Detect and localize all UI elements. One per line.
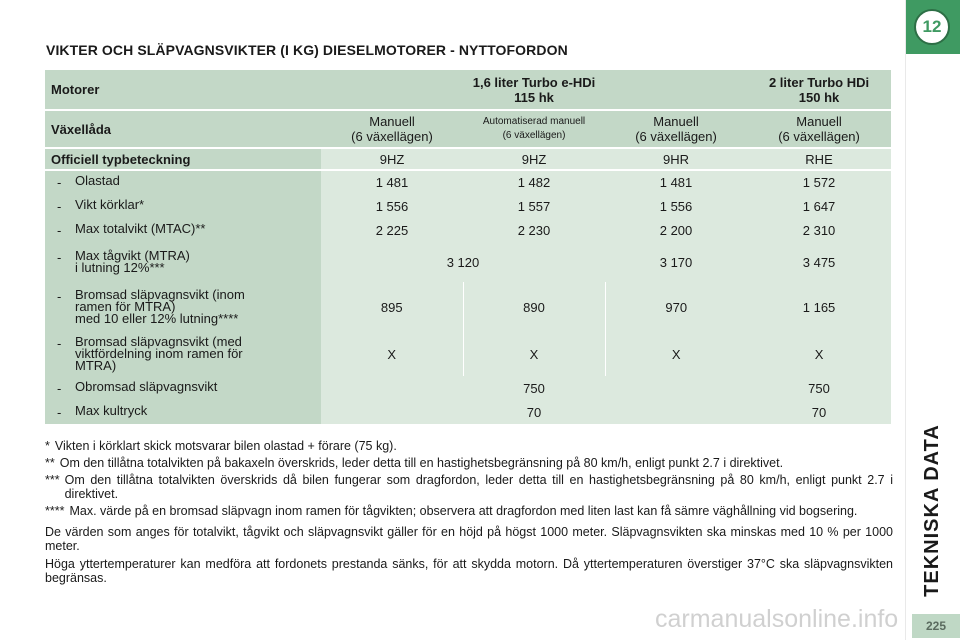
- cell-value: 70: [747, 400, 891, 424]
- table-row: [45, 332, 891, 376]
- footnotes: [45, 439, 893, 585]
- engine-1-header: [321, 70, 747, 110]
- table-row: [45, 218, 891, 242]
- cell-value: 3 170: [605, 242, 747, 282]
- page-number: 225: [912, 614, 960, 638]
- row-label-line: Bromsad släpvagnsvikt (med: [75, 334, 242, 349]
- engine-2-power: 150 hk: [798, 89, 840, 105]
- row-label-text: Max kultryck: [75, 402, 148, 418]
- row-label-line: viktfördelning inom ramen för: [75, 346, 243, 361]
- row-label: [45, 242, 321, 282]
- table-row: [45, 282, 891, 332]
- footnote-text: Vikten i körklart skick motsvarar bilen olastad + förare (75 kg).: [54, 439, 397, 453]
- engine-2-name: 2 liter Turbo HDi: [768, 74, 870, 90]
- row-dash: -: [57, 404, 62, 420]
- body-paragraph: Höga yttertemperaturer kan medföra att fordonets prestanda sänks, för att skydda motorn. Då yttertemperaturen överstiger 37°C ska släpvagnsvikten begränsas.: [45, 557, 893, 585]
- body-paragraph: De värden som anges för totalvikt, tågvikt och släpvagnsvikt gäller för en höjd på högst 1000 meter. Släpvagnsvikten ska minskas med 10 % per 1000 meter.: [45, 525, 893, 553]
- table-row: [45, 376, 891, 400]
- cell-value: 1 482: [463, 170, 605, 194]
- watermark: carmanualsonline.info: [655, 605, 899, 633]
- cell-value: 3 475: [747, 242, 891, 282]
- cell-value: 70: [321, 400, 747, 424]
- row-label-line: med 10 eller 12% lutning****: [75, 311, 239, 326]
- cell-value: 2 230: [463, 218, 605, 242]
- row-dash: -: [57, 198, 62, 214]
- chapter-number-badge: [914, 9, 950, 45]
- cell-value: 1 556: [321, 194, 463, 218]
- chapter-number: 12: [922, 17, 942, 36]
- row-dash: -: [57, 175, 62, 190]
- type-label: Officiell typbeteckning: [45, 148, 321, 170]
- cell-value: 895: [321, 282, 463, 332]
- footnote-mark: *: [45, 439, 50, 453]
- footnote-mark: ****: [45, 504, 65, 518]
- cell-value: 970: [605, 282, 747, 332]
- gearbox-line-1: Manuell: [653, 114, 699, 129]
- cell-value: 890: [463, 282, 605, 332]
- footnote-mark: ***: [45, 473, 60, 487]
- weights-table: [45, 70, 891, 424]
- engine-2-header: [747, 70, 891, 110]
- row-label-text: Vikt körklar*: [75, 196, 145, 212]
- table-row: [45, 194, 891, 218]
- footnote: [45, 473, 893, 501]
- footnote-mark: **: [45, 456, 55, 470]
- row-dash: -: [57, 250, 62, 265]
- header-label: Motorer: [45, 70, 321, 110]
- cell-value: 2 225: [321, 218, 463, 242]
- footnote-text: Om den tillåtna totalvikten på bakaxeln överskrids, leder detta till en hastighetsbegränsning på 80 km/h, enligt punkt 2.7 i direktivet.: [59, 456, 784, 470]
- cell-value: 1 557: [463, 194, 605, 218]
- type-value: 9HZ: [463, 148, 605, 170]
- footnote-text: Om den tillåtna totalvikten överskrids då bilen fungerar som dragfordon, leder detta till en hastighetsbegränsning på 80 km/h, enligt punkt 2.7 i direktivet.: [64, 473, 893, 501]
- gearbox-line-2: (6 växellägen): [502, 130, 566, 141]
- gearbox-line-2: (6 växellägen): [635, 129, 717, 144]
- gearbox-cell: [747, 110, 891, 148]
- cell-value: 750: [321, 376, 747, 400]
- row-label: [45, 282, 321, 332]
- gearbox-row: [45, 110, 891, 148]
- cell-value: 1 556: [605, 194, 747, 218]
- type-value: 9HZ: [321, 148, 463, 170]
- row-label: [45, 332, 321, 376]
- cell-value: X: [321, 332, 463, 376]
- row-label-line: MTRA): [75, 358, 117, 373]
- gearbox-line-1: Automatiserad manuell: [482, 116, 586, 127]
- table-row: [45, 400, 891, 424]
- type-value: RHE: [747, 148, 891, 170]
- cell-value: 1 165: [747, 282, 891, 332]
- gearbox-line-1: Manuell: [796, 114, 842, 129]
- chapter-title-vertical: [912, 410, 952, 610]
- row-label-line: Bromsad släpvagnsvikt (inom: [75, 287, 245, 302]
- gearbox-line-2: (6 växellägen): [351, 129, 433, 144]
- gearbox-line-2: (6 växellägen): [778, 129, 860, 144]
- row-label-text: Obromsad släpvagnsvikt: [75, 378, 218, 394]
- cell-value: 2 200: [605, 218, 747, 242]
- gearbox-line-1: Manuell: [369, 114, 415, 129]
- cell-value: X: [747, 332, 891, 376]
- table-row: [45, 242, 891, 282]
- row-label-line: i lutning 12%***: [75, 260, 165, 275]
- row-label-text: Olastad: [75, 173, 120, 188]
- row-dash: -: [57, 380, 62, 396]
- engine-1-power: 115 hk: [514, 89, 554, 105]
- gearbox-cell: [321, 110, 463, 148]
- row-label-line: Max tågvikt (MTRA): [75, 248, 190, 263]
- row-dash: -: [57, 289, 62, 304]
- cell-value: 3 120: [321, 242, 605, 282]
- cell-value: 2 310: [747, 218, 891, 242]
- gearbox-label: Växellåda: [45, 110, 321, 148]
- row-dash: -: [57, 222, 62, 238]
- row-label: [45, 400, 321, 424]
- footnote-text: Max. värde på en bromsad släpvagn inom ramen för tågvikten; observera att dragfordon med liten last kan få sämre väghållning vid bogsering.: [69, 504, 858, 518]
- cell-value: X: [463, 332, 605, 376]
- type-value: 9HR: [605, 148, 747, 170]
- table-row: [45, 170, 891, 194]
- cell-value: 1 572: [747, 170, 891, 194]
- engine-header-row: [45, 70, 891, 110]
- cell-value: 750: [747, 376, 891, 400]
- row-label: [45, 218, 321, 242]
- row-dash: -: [57, 336, 62, 351]
- footnote: [45, 439, 893, 453]
- type-row: [45, 148, 891, 170]
- gearbox-cell: [463, 110, 605, 148]
- row-label: [45, 194, 321, 218]
- gearbox-cell: [605, 110, 747, 148]
- row-label: [45, 376, 321, 400]
- row-label-line: ramen för MTRA): [75, 299, 176, 314]
- cell-value: 1 481: [321, 170, 463, 194]
- cell-value: 1 647: [747, 194, 891, 218]
- footnote: [45, 456, 893, 470]
- row-label-text: Max totalvikt (MTAC)**: [75, 220, 206, 236]
- footnote: [45, 504, 893, 518]
- row-label: [45, 170, 321, 194]
- page-title: VIKTER OCH SLÄPVAGNSVIKTER (I KG) DIESELMOTORER - NYTTOFORDON: [46, 42, 568, 58]
- cell-value: X: [605, 332, 747, 376]
- engine-1-name: 1,6 liter Turbo e-HDi: [472, 74, 596, 90]
- chapter-title: TEKNISKA DATA: [920, 423, 943, 597]
- cell-value: 1 481: [605, 170, 747, 194]
